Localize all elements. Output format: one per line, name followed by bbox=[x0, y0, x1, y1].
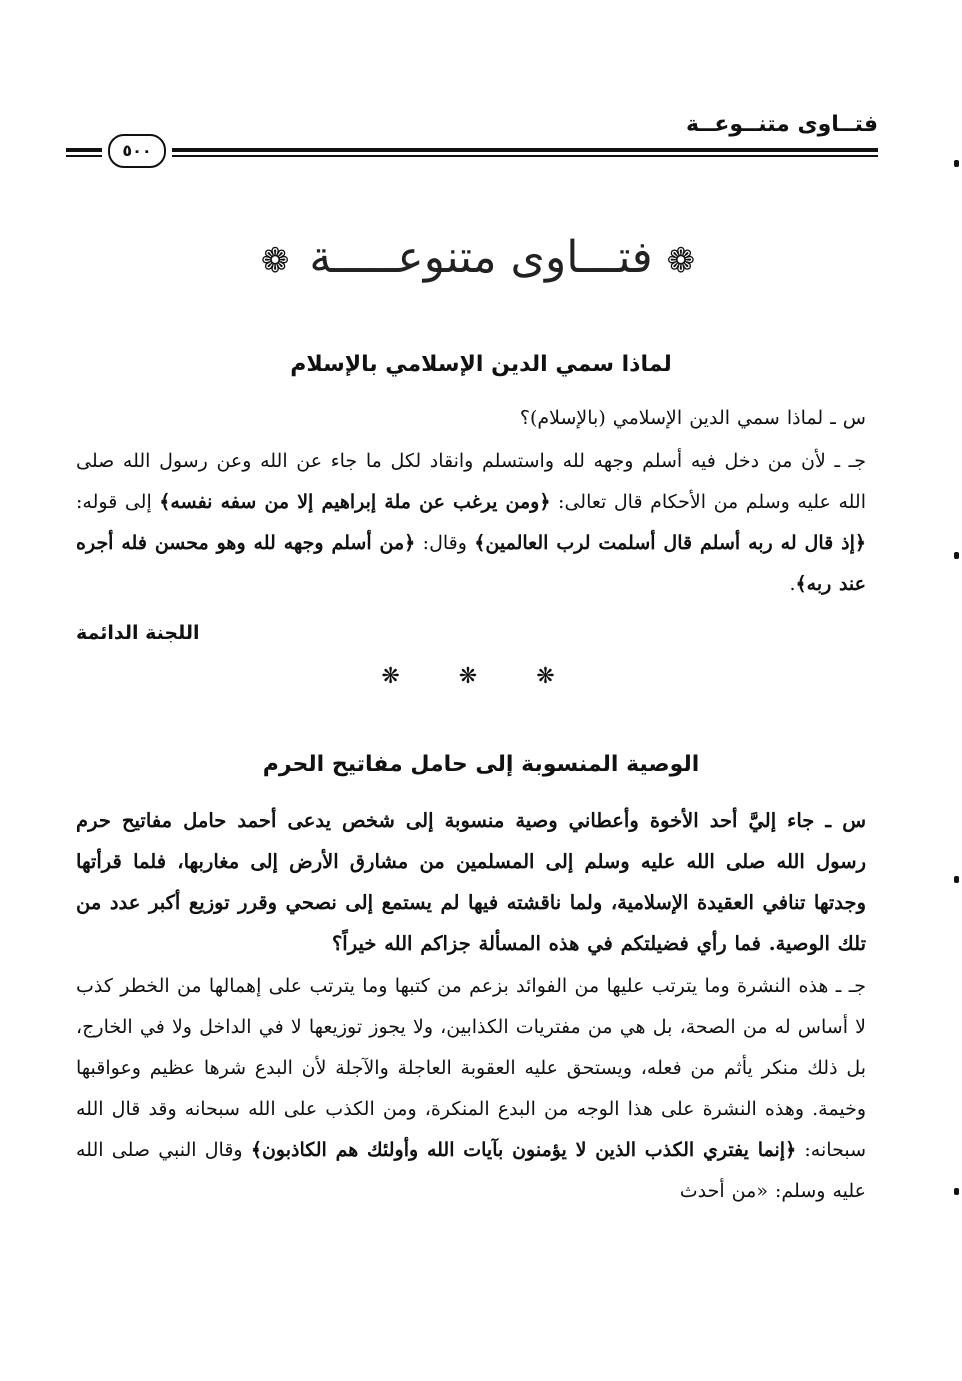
chapter-title-wrap bbox=[247, 232, 715, 283]
answer-text-1: لأن من دخل فيه أسلم وجهه لله واستسلم وانقاد لكل ما جاء عن الله وعن رسول الله صلى الله عليه وسلم من الأحكام قال تعالى: bbox=[76, 450, 866, 513]
section-separator: ❋ ❋ ❋ bbox=[381, 664, 581, 689]
running-header bbox=[66, 108, 878, 164]
quran-verse-1: ﴿إنما يفتري الكذب الذين لا يؤمنون بآيات الله وأولئك هم الكاذبون﴾ bbox=[250, 1139, 797, 1161]
section1-answer bbox=[76, 441, 866, 605]
section2-answer bbox=[76, 966, 866, 1212]
quran-verse-3: ﴿من أسلم وجهه لله وهو محسن فله أجره عند ربه﴾ bbox=[76, 532, 866, 595]
margin-mark bbox=[954, 1188, 959, 1195]
quran-verse-2: ﴿إذ قال له ربه أسلم قال أسلمت لرب العالمين﴾ bbox=[474, 532, 866, 554]
margin-mark bbox=[954, 160, 959, 167]
answer-label: جـ ـ bbox=[835, 975, 867, 997]
answer-text-3: وقال: bbox=[422, 532, 467, 554]
answer-text-2: إلى قوله: bbox=[76, 491, 152, 513]
ornament-right-icon: ❁ bbox=[666, 240, 702, 281]
question-text: جاء إليَّ أحد الأخوة وأعطاني وصية منسوبة إلى شخص يدعى أحمد حامل مفاتيح حرم رسول الله صلى الله عليه وسلم إلى المسلمين من مشارق الأرض إلى مغاربها، فلما قرأتها وجدتها تنافي العقيدة الإسلامية، ولما ناقشته فيها لم يستمع إلى نصحي وقرر توزيع أكبر عدد من تلك الوصية. فما رأي فضيلتكم في هذه المسألة جزاكم الله خيراً؟ bbox=[76, 809, 866, 955]
answer-end: . bbox=[789, 573, 796, 595]
question-text: لماذا سمي الدين الإسلامي (بالإسلام)؟ bbox=[519, 407, 824, 429]
margin-mark bbox=[954, 876, 959, 883]
question-label: س ـ bbox=[830, 407, 866, 429]
header-dash bbox=[66, 148, 102, 152]
section2-heading: الوصية المنسوبة إلى حامل مفاتيح الحرم bbox=[262, 752, 700, 777]
header-dash-thin bbox=[66, 155, 102, 157]
ornament-left-icon: ❁ bbox=[260, 240, 296, 281]
header-rule-thick bbox=[172, 148, 878, 152]
chapter-title: فتـــاوى متنوعـــــة bbox=[309, 232, 653, 283]
quran-verse-1: ﴿ومن يرغب عن ملة إبراهيم إلا من سفه نفسه﴾ bbox=[159, 491, 551, 513]
answer-label: جـ ـ bbox=[834, 450, 866, 472]
running-title: فتــاوى متنــوعــة bbox=[685, 112, 878, 137]
answer-text-2: وقال النبي صلى الله عليه وسلم: «من أحدث bbox=[76, 1139, 866, 1202]
answer-text-1: هذه النشرة وما يترتب عليها من الفوائد بزعم من كتبها وما يترتب على إهمالها من الخطر كذب لا أساس له من الصحة، بل هي من مفتريات الكذابين، ولا يجوز توزيعها لا في الداخل ولا في الخارج، بل ذلك منكر يأثم من فعله، ويستحق عليه العقوبة العاجلة والآجلة لأن البدع شرها عظيم وعواقبها وخيمة. وهذه النشرة على هذا الوجه من البدع المنكرة، ومن الكذب على الله سبحانه وقد قال الله سبحانه: bbox=[76, 975, 866, 1161]
section2-question bbox=[76, 800, 866, 964]
chapter-title-block bbox=[0, 232, 962, 283]
page-number: ٥٠٠ bbox=[108, 134, 166, 168]
signature: اللجنة الدائمة bbox=[76, 622, 200, 644]
margin-mark bbox=[954, 552, 959, 559]
section1-heading: لماذا سمي الدين الإسلامي بالإسلام bbox=[290, 352, 672, 377]
header-rule-thin bbox=[172, 155, 878, 157]
question-label: س ـ bbox=[825, 809, 866, 832]
section1-question bbox=[76, 398, 866, 439]
